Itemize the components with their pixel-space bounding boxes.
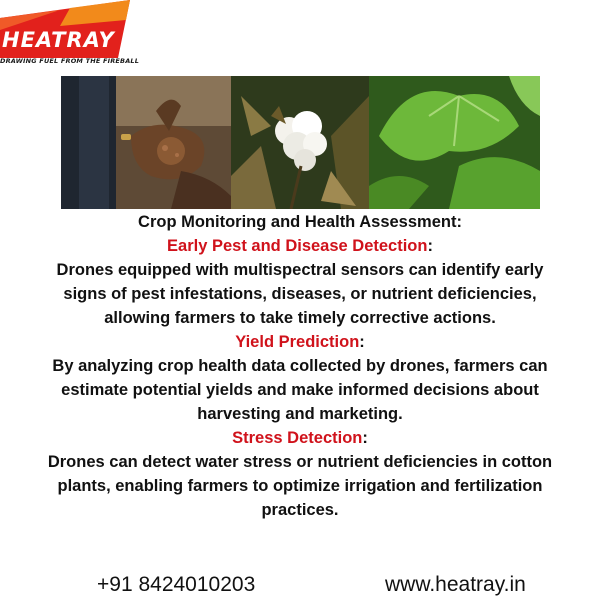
footer-website-link[interactable]: www.heatray.in: [385, 573, 526, 596]
heatray-logo: [0, 0, 140, 68]
hand-holding-soil-image: [61, 76, 231, 209]
section-title: Yield Prediction: [235, 333, 360, 351]
cotton-leaves-image: [369, 76, 540, 209]
footer-phone[interactable]: +91 8424010203: [97, 573, 256, 596]
section-body: Drones equipped with multispectral sensors can identify early signs of pest infestations, diseases, or nutrient deficiencies, allowing farmers to take timely corrective actions.: [56, 261, 544, 327]
logo-wordmark: HEATRAY: [2, 28, 115, 52]
section-heading: Crop Monitoring and Health Assessment:: [138, 213, 462, 231]
title-colon: :: [362, 429, 368, 447]
section-title-row: [40, 330, 560, 354]
content-block: [40, 210, 560, 522]
title-colon: :: [359, 333, 365, 351]
logo-tagline: DRAWING FUEL FROM THE FIREBALL: [0, 57, 140, 65]
section-title-row: [40, 234, 560, 258]
section-body: By analyzing crop health data collected by drones, farmers can estimate potential yields and make informed decisions about harvesting and marketing.: [52, 357, 548, 423]
title-colon: :: [427, 237, 433, 255]
section-body: Drones can detect water stress or nutrient deficiencies in cotton plants, enabling farmers to optimize irrigation and fertilization practices.: [47, 453, 553, 519]
section-title: Early Pest and Disease Detection: [167, 237, 428, 255]
section-title: Stress Detection: [232, 429, 363, 447]
cotton-boll-image: [231, 76, 369, 209]
photo-strip: [61, 76, 540, 209]
section-title-row: [40, 426, 560, 450]
